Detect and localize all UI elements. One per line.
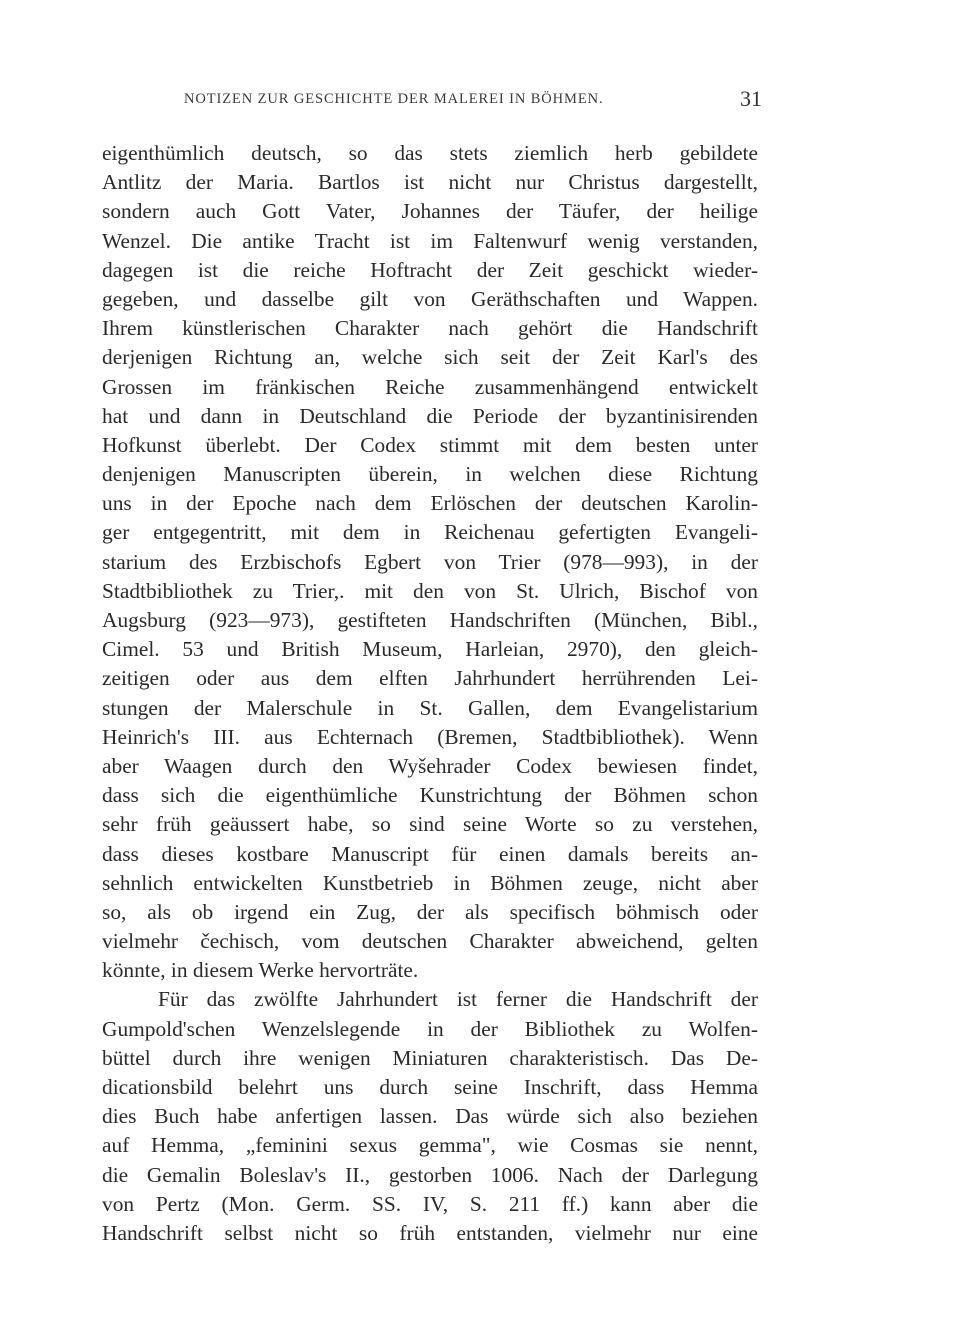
text-line: sehr früh geäussert habe, so sind seine Worte so zu verstehen, — [102, 812, 758, 837]
text-line: denjenigen Manuscripten überein, in welchen diese Richtung — [102, 462, 758, 487]
text-line: aber Waagen durch den Wyšehrader Codex bewiesen findet, — [102, 753, 758, 778]
text-line: Augsburg (923—973), gestifteten Handschriften (München, Bibl., — [102, 608, 758, 632]
running-title: NOTIZEN ZUR GESCHICHTE DER MALEREI IN BÖHMEN. — [184, 91, 604, 107]
text-line: derjenigen Richtung an, welche sich seit der Zeit Karl's des — [102, 345, 758, 370]
text-line: dagegen ist die reiche Hoftracht der Zeit geschickt wieder- — [102, 257, 758, 282]
paragraph-start-line: Für das zwölfte Jahrhundert ist ferner die Handschrift der — [158, 987, 758, 1012]
text-line: dies Buch habe anfertigen lassen. Das würde sich also beziehen — [102, 1104, 758, 1129]
text-line: dicationsbild belehrt uns durch seine Inschrift, dass Hemma — [102, 1075, 758, 1099]
text-line: dass sich die eigenthümliche Kunstrichtung der Böhmen schon — [102, 783, 758, 808]
text-line: stungen der Malerschule in St. Gallen, dem Evangelistarium — [102, 695, 758, 720]
text-line: Hofkunst überlebt. Der Codex stimmt mit dem besten unter — [102, 432, 758, 457]
text-line: ger entgegentritt, mit dem in Reichenau gefertigten Evangeli- — [102, 520, 758, 545]
text-line: Wenzel. Die antike Tracht ist im Faltenwurf wenig verstanden, — [102, 228, 758, 253]
text-line: Handschrift selbst nicht so früh entstanden, vielmehr nur eine — [102, 1220, 758, 1245]
text-line: Cimel. 53 und British Museum, Harleian, 2970), den gleich- — [102, 637, 758, 662]
text-line: vielmehr čechisch, vom deutschen Charakter abweichend, gelten — [102, 929, 758, 954]
text-line: starium des Erzbischofs Egbert von Trier (978—993), in der — [102, 549, 758, 574]
text-line: Ihrem künstlerischen Charakter nach gehört die Handschrift — [102, 316, 758, 341]
text-line: dass dieses kostbare Manuscript für einen damals bereits an- — [102, 841, 758, 866]
paragraph-end-line: könnte, in diesem Werke hervorträte. — [102, 958, 419, 983]
text-line: sondern auch Gott Vater, Johannes der Täufer, der heilige — [102, 199, 758, 224]
text-line: Antlitz der Maria. Bartlos ist nicht nur Christus dargestellt, — [102, 170, 758, 195]
text-line: die Gemalin Boleslav's II., gestorben 1006. Nach der Darlegung — [102, 1162, 758, 1187]
text-line: Gumpold'schen Wenzelslegende in der Bibliothek zu Wolfen- — [102, 1016, 758, 1041]
text-line: auf Hemma, „feminini sexus gemma", wie Cosmas sie nennt, — [102, 1133, 758, 1158]
text-line: gegeben, und dasselbe gilt von Geräthschaften und Wappen. — [102, 286, 758, 311]
text-line: von Pertz (Mon. Germ. SS. IV, S. 211 ff.) kann aber die — [102, 1191, 758, 1216]
page-number: 31 — [740, 86, 762, 111]
text-line: Heinrich's III. aus Echternach (Bremen, Stadtbibliothek). Wenn — [102, 724, 758, 749]
running-head — [102, 86, 762, 115]
text-line: hat und dann in Deutschland die Periode der byzantinisirenden — [102, 403, 758, 428]
text-line: Stadtbibliothek zu Trier,. mit den von St. Ulrich, Bischof von — [102, 578, 758, 603]
text-line: so, als ob irgend ein Zug, der als specifisch böhmisch oder — [102, 899, 758, 924]
text-line: eigenthümlich deutsch, so das stets ziemlich herb gebildete — [102, 141, 758, 165]
text-line: büttel durch ihre wenigen Miniaturen charakteristisch. Das De- — [102, 1045, 758, 1070]
text-line: Grossen im fränkischen Reiche zusammenhängend entwickelt — [102, 374, 758, 399]
text-line: sehnlich entwickelten Kunstbetrieb in Böhmen zeuge, nicht aber — [102, 870, 758, 895]
text-line: zeitigen oder aus dem elften Jahrhundert herrührenden Lei- — [102, 666, 758, 691]
text-line: uns in der Epoche nach dem Erlöschen der deutschen Karolin- — [102, 491, 758, 516]
body-text — [102, 139, 758, 1248]
